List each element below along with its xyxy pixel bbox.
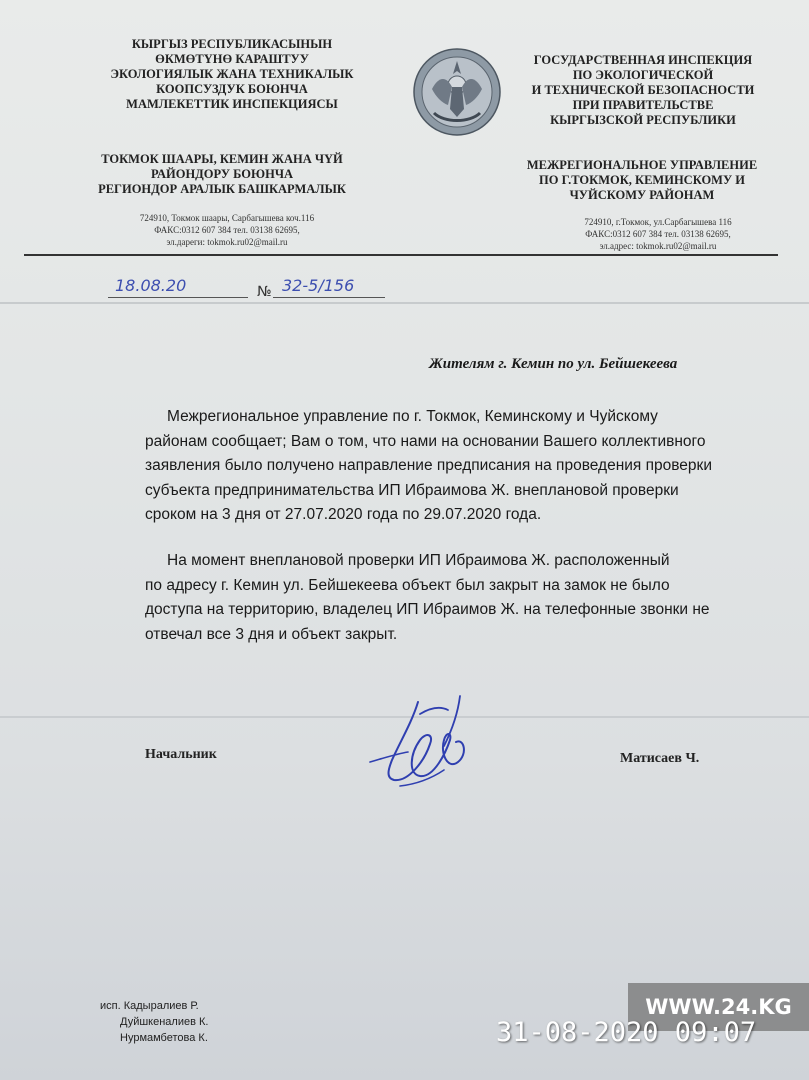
header-right-line: ГОСУДАРСТВЕННАЯ ИНСПЕКЦИЯ bbox=[533, 53, 753, 67]
executors-prefix: исп. bbox=[100, 1000, 121, 1012]
header-right-line: ПО ЭКОЛОГИЧЕСКОЙ bbox=[572, 68, 714, 82]
header-right-addr-line: 724910, г.Токмок, ул.Сарбагышева 116 bbox=[584, 217, 732, 227]
body-paragraph-1 bbox=[145, 405, 712, 528]
header-left-line: МАМЛЕКЕТТИК ИНСПЕКЦИЯСЫ bbox=[126, 97, 338, 111]
signatory-name: Матисаев Ч. bbox=[620, 751, 700, 766]
header-left-dept-line: РЕГИОНДОР АРАЛЫК БАШКАРМАЛЫК bbox=[98, 182, 346, 196]
header-right-addr-line: ФАКС:0312 607 384 тел. 03138 62695, bbox=[585, 229, 731, 239]
site-watermark: WWW.24.KG bbox=[628, 983, 809, 1031]
header-left-department bbox=[72, 152, 372, 197]
header-divider bbox=[24, 254, 778, 256]
header-right-address bbox=[533, 216, 783, 252]
executors-block bbox=[100, 998, 208, 1046]
addressee: Жителям г. Кемин по ул. Бейшекеева bbox=[429, 356, 678, 372]
body-line: доступа на территорию, владелец ИП Ибраимов Ж. на телефонные звонки не bbox=[145, 601, 710, 618]
header-left-line: КООПСУЗДУК БОЮНЧА bbox=[156, 82, 308, 96]
signatory-title: Начальник bbox=[145, 747, 217, 762]
header-right-title bbox=[493, 53, 793, 128]
body-paragraph-2 bbox=[145, 549, 710, 647]
header-right-dept-line: МЕЖРЕГИОНАЛЬНОЕ УПРАВЛЕНИЕ bbox=[526, 158, 758, 172]
header-left-address bbox=[102, 212, 352, 248]
body-line: районам сообщает; Вам о том, что нами на основании Вашего коллективного bbox=[145, 432, 706, 450]
body-line: по адресу г. Кемин ул. Бейшекеева объект был закрыт на замок не было bbox=[145, 576, 670, 594]
header-right-line: КЫРГЫЗСКОЙ РЕСПУБЛИКИ bbox=[550, 113, 736, 127]
ref-date: 18.08.20 bbox=[115, 276, 187, 295]
ref-date-line bbox=[108, 297, 248, 298]
body-line: субъекта предпринимательства ИП Ибраимова Ж. внеплановой проверки bbox=[145, 481, 679, 499]
body-line: сроком на 3 дня от 27.07.2020 года по 29.07.2020 года. bbox=[145, 506, 542, 523]
executor-name: Дуйшкеналиев К. bbox=[120, 1016, 209, 1028]
header-left-dept-line: РАЙОНДОРУ БОЮНЧА bbox=[150, 167, 294, 181]
header-right-dept-line: ПО Г.ТОКМОК, КЕМИНСКОМУ И bbox=[539, 173, 745, 187]
photo-timestamp: 31-08-2020 09:07 bbox=[496, 1017, 757, 1048]
header-left-addr-line: 724910, Токмок шаары, Сарбагышева коч.116 bbox=[139, 213, 315, 223]
header-left-addr-line: ФАКС:0312 607 384 тел. 03138 62695, bbox=[154, 225, 300, 235]
handwritten-signature-icon bbox=[360, 682, 490, 797]
executor-name: Кадыралиев Р. bbox=[123, 1000, 199, 1012]
body-line: заявления было получено направление предписания на проведения проверки bbox=[145, 457, 712, 474]
header-left-dept-line: ТОКМОК ШААРЫ, КЕМИН ЖАНА ЧҮЙ bbox=[101, 152, 343, 166]
body-line: На момент внеплановой проверки ИП Ибраимова Ж. расположенный bbox=[167, 552, 670, 569]
header-left-line: КЫРГЫЗ РЕСПУБЛИКАСЫНЫН bbox=[131, 37, 333, 51]
ref-number-line bbox=[273, 297, 385, 298]
paper-fold-line bbox=[0, 302, 809, 304]
body-line: Межрегиональное управление по г. Токмок, Кеминскому и Чуйскому bbox=[167, 408, 658, 425]
body-line: отвечал все 3 дня и объект закрыт. bbox=[145, 625, 398, 643]
header-right-department bbox=[492, 158, 792, 203]
header-right-line: ПРИ ПРАВИТЕЛЬСТВЕ bbox=[572, 98, 714, 112]
header-right-addr-line: эл.адрес: tokmok.ru02@mail.ru bbox=[599, 241, 717, 251]
ref-number-sign: № bbox=[257, 284, 272, 300]
header-right-dept-line: ЧУЙСКОМУ РАЙОНАМ bbox=[569, 188, 715, 202]
kyrgyz-emblem-icon bbox=[412, 47, 502, 137]
header-left-title bbox=[82, 37, 382, 112]
header-left-addr-line: эл.дареги: tokmok.ru02@mail.ru bbox=[166, 237, 288, 247]
executor-name: Нурмамбетова К. bbox=[120, 1032, 208, 1044]
ref-number: 32-5/156 bbox=[282, 276, 355, 295]
header-left-line: ЭКОЛОГИЯЛЫК ЖАНА ТЕХНИКАЛЫК bbox=[110, 67, 354, 81]
header-left-line: ӨКМӨТҮНӨ КАРАШТУУ bbox=[155, 52, 309, 66]
header-right-line: И ТЕХНИЧЕСКОЙ БЕЗОПАСНОСТИ bbox=[531, 83, 755, 97]
